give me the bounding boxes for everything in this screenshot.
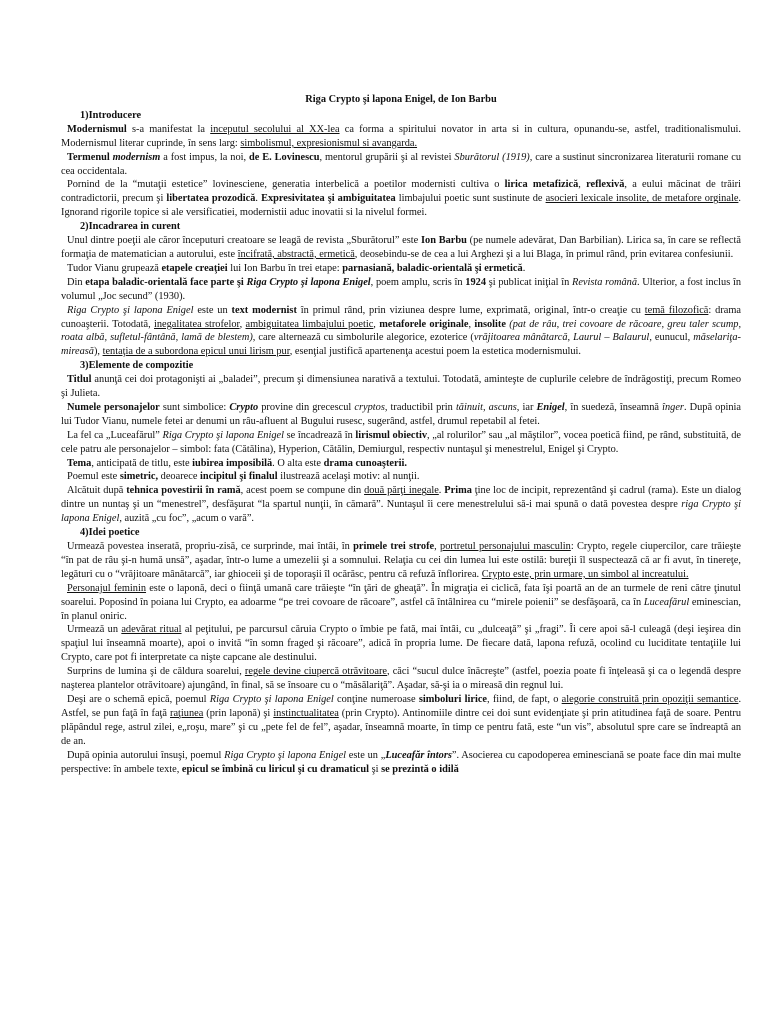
text-run: După opinia autorului însuşi, poemul	[67, 749, 225, 761]
text-run: , care alternează cu simbolurile alegorice, ezoterice (	[252, 332, 474, 344]
emphasized-text: lirica metafizică	[504, 179, 579, 191]
emphasized-text: Revista română	[572, 276, 637, 288]
text-run: se încadrează în	[283, 429, 356, 441]
document-body	[61, 109, 741, 777]
text-run: , deosebindu-se de cea a lui Arghezi şi a lui Blaga, în primul rând, prin evitarea confesiunii.	[354, 248, 734, 260]
text-run: Urmează un	[67, 624, 122, 636]
emphasized-text: tehnica povestirii în ramă	[126, 485, 241, 497]
text-run: ,	[434, 541, 441, 552]
paragraph	[61, 623, 741, 665]
text-run: .	[522, 262, 526, 274]
emphasized-text: Riga Crypto şi lapona Enigel	[162, 429, 284, 441]
paragraph	[61, 123, 741, 151]
paragraph	[61, 749, 741, 777]
text-run: : Crypto, regele ciupercilor, care trăieşte “în pat de râu şi-n humă unsă”, aşadar, într-o lume a umezelii şi a somnului. Relaţia cu cei din lumea lui este ostilă: bureţii îl suspectează că ar fi avut, în tinereţe, legături cu o “vrăjitoare mânătarcă”, iar ghioceii şi de toporaşii îl ocărăsc, pentru că refuză înflorirea.	[61, 541, 741, 580]
paragraph	[61, 373, 741, 401]
text-run: ),	[93, 346, 103, 358]
emphasized-text: Titlul	[67, 374, 92, 386]
emphasized-text: Expresivitatea şi ambiguitatea	[261, 193, 396, 205]
emphasized-text: Riga Crypto şi lapona Enigel	[209, 693, 334, 705]
text-run: , iar	[516, 401, 537, 413]
text-run: conţine numeroase	[333, 693, 419, 705]
underlined-text: simbolismul, expresionismul si avangarda.	[240, 137, 418, 149]
emphasized-text: incipitul şi finalul	[200, 471, 278, 483]
emphasized-text: Riga Crypto şi lapona Enigel	[246, 276, 371, 288]
text-run: şi	[368, 763, 382, 775]
emphasized-text: de E. Lovinescu	[249, 151, 320, 163]
text-run: , esenţial justifică apartenenţa acestui poem la estetica modernismului.	[289, 346, 581, 358]
text-run: , anticipată de titlu, este	[91, 457, 193, 469]
underlined-text: două părţi inegale	[364, 485, 439, 497]
emphasized-text: Laurul – Balaurul	[573, 332, 650, 344]
text-run: Urmează povestea inserată, propriu-zisă, ce surprinde, mai întâi, în	[67, 541, 354, 552]
emphasized-text: Tema	[67, 457, 92, 469]
text-run: ,	[239, 318, 246, 330]
emphasized-text: Prima	[444, 485, 472, 497]
text-run: traductibil prin	[387, 401, 456, 413]
text-run: limbajului poetic sunt sustinute de	[395, 193, 546, 205]
emphasized-text: etapele creaţiei	[161, 262, 228, 274]
emphasized-text: Sburătorul (1919),	[454, 151, 533, 163]
text-run: , mentorul grupării şi al revistei	[319, 151, 455, 163]
underlined-text: asocieri lexicale insolite, de metafore orginale	[545, 193, 739, 205]
paragraph	[61, 234, 741, 262]
text-run: ilustrează acelaşi motiv: al nunţii.	[277, 471, 420, 483]
emphasized-text: etapa baladic-orientală face parte şi	[85, 276, 247, 288]
emphasized-text: text modernist	[231, 304, 297, 316]
paragraph	[61, 540, 741, 582]
text-run: .	[255, 193, 262, 205]
text-run: , eunucul,	[649, 332, 694, 344]
text-run: (prin Crypto). Antinomiile dintre cei doi sunt evidenţiate şi prin atitudinea faţă de soare. Pentru plăpândul rege, astrul zilei, e„roşu, mare” şi cu „pete fel de fel”, aşadar, înseamnă moarte, în timp ce pentru fată, este “un vis”, absolutul spre care se îndreaptă an de an.	[61, 707, 742, 747]
text-run: s-a manifestat la	[126, 123, 211, 135]
text-run: ,	[578, 179, 587, 191]
paragraph	[61, 484, 741, 526]
emphasized-text: Modernismul	[67, 123, 127, 135]
text-run: : drama cunoaşterii. Totodată,	[61, 304, 741, 330]
paragraph	[61, 401, 741, 429]
emphasized-text: metaforele originale	[379, 318, 469, 330]
emphasized-text: epicul se îmbină cu liricul şi cu dramaticul	[181, 763, 369, 775]
paragraph	[61, 429, 741, 457]
emphasized-text: drama cunoaşterii.	[323, 457, 407, 469]
underlined-text: raţiunea	[170, 707, 204, 719]
text-run: ca forma a spiritului novator in arta si in cultura, opunandu-se, astfel, traditionalismului. Modernismul literar cuprinde, în sens larg:	[61, 123, 742, 149]
text-run: ”. Asocierea cu capodoperea eminesciană se poate face din mai multe perspective: în ambele texte,	[61, 749, 741, 775]
text-run: , auzită „cu foc”, „acum o vară”.	[119, 513, 254, 525]
text-run: . Ignorand rigorile topice si ale versificatiei, modernistii aduc inovatii si la nivelul formei.	[61, 193, 742, 219]
text-run: în primul rând, prin viziunea despre lume, exprimată, original, într-o creaţie cu	[296, 304, 645, 316]
text-run: . O alta este	[272, 457, 324, 469]
emphasized-text: parnasiană, baladic-orientală şi ermetică	[342, 262, 523, 274]
emphasized-text: tăinuit, ascuns	[455, 401, 517, 413]
text-run: al peţitului, pe parcursul căruia Crypto o îmbie pe fată, mai întâi, cu „dulceaţă” şi „fragi”. Îi cere apoi să-l culeagă (deşi ieşirea din spaţiul lui înseamnă moarte), apoi o invită “în somn fraged şi răcoare”, adică în propria lume. De fiecare dată, lapona refuză, ocolind cu luciditate tentaţiile lui Crypto, care pot fi interpretate ca nişte capcane ale destinului.	[61, 624, 741, 664]
text-run: şi publicat iniţial în	[485, 276, 573, 288]
text-run: , „al rolurilor” sau „al măştilor”, vocea poetică fiind, pe rând, substituită, de cele patru ale personajelor – simbol: fata (Cătălina), Hyperion, Cătălin, Demiurgul, respectiv nuntaşul şi menestrelul, Enigel şi Crypto.	[61, 429, 741, 455]
text-run: lui Ion Barbu în trei etape:	[227, 262, 343, 274]
text-run: ,	[567, 332, 574, 344]
paragraph	[61, 457, 741, 471]
underlined-text: ambiguitatea limbajului poetic	[245, 318, 374, 330]
text-run: Alcătuit după	[67, 485, 127, 497]
text-run: ,	[468, 318, 475, 330]
paragraph	[61, 304, 741, 360]
section-heading: 2)Incadrarea in curent	[80, 221, 181, 233]
underlined-text: inceputul secolului al XX-lea	[210, 123, 340, 135]
emphasized-text: cryptos,	[354, 401, 388, 413]
text-run: (pe numele adevărat, Dan Barbilian). Lirica sa, în care se reflectă formaţia de matematician a autorului, este	[61, 235, 741, 260]
text-run: este o laponă, deci o fiinţă umană care trăieşte “în ţări de gheaţă”. În migraţia ei ciclică, fata îşi poartă an de an turmele de reni către ţinutul soarelui. Poposind în poiana lui Crypto, ea adoarme “pe trei covoare de răcoare”, astfel că întâlnirea cu “mirele poienii” se desfăşoară, ca în	[61, 582, 741, 608]
paragraph	[61, 665, 741, 693]
text-run: Poemul este	[67, 471, 120, 483]
emphasized-text: Luceafăr întors	[385, 749, 452, 761]
text-run: La fel ca „Luceafărul”	[67, 429, 163, 441]
text-run: a fost impus, la noi,	[160, 151, 250, 163]
text-run: ,	[373, 318, 380, 330]
emphasized-text: 1924	[465, 276, 486, 288]
paragraph	[61, 582, 741, 624]
text-run: . Astfel, se pun faţă în faţă	[61, 693, 742, 719]
underlined-text: Crypto este, prin urmare, un simbol al increatului.	[481, 568, 689, 580]
text-run: Unul dintre poeţii ale căror începuturi creatoare se leagă de revista „Sburătorul” este	[67, 235, 421, 247]
underlined-text: portretul personajului masculin	[440, 541, 571, 552]
emphasized-text: Numele personajelor	[67, 401, 160, 413]
emphasized-text: modernism	[112, 151, 161, 163]
underlined-text: tentaţia de a subordona epicul unui lirism pur	[102, 346, 290, 358]
text-run: . După opinia lui Tudor Vianu, numele fetei ar denumi un râu-afluent al Bugului rusesc, sugerând, astfel, drumul repetabil al fetei.	[61, 401, 742, 427]
text-run: , căci “sucul dulce înăcreşte” (astfel, poezia poate fi înţeleasă şi ca o legendă despre naşterea plantelor otrăvitoare) ajungând, în final, să se însoare cu o “măsălariţă”. Aşadar, să-şi ia o mireasă din regnul lui.	[61, 666, 742, 692]
emphasized-text: Enigel	[536, 401, 565, 413]
text-run: ţine loc de incipit, reprezentând şi cadrul (rama). Este un dialog dintre un nuntaş şi un “menestrel”, desfăşurat “la spartul nunţii, în cămară”. Nuntaşul îi cere menestrelului să-i mai spună o dată povestea despre	[61, 485, 742, 511]
text-run: provine din grecescul	[258, 401, 355, 413]
emphasized-text: lirismul obiectiv	[355, 429, 427, 441]
underlined-text: alegorie construită prin opoziţii semantice	[561, 693, 739, 705]
emphasized-text: simboluri lirice	[418, 693, 488, 705]
text-run: (prin laponă) şi	[203, 707, 274, 719]
text-run: deoarece	[158, 471, 200, 483]
emphasized-text: iubirea imposibilă	[192, 457, 273, 469]
emphasized-text: (pat de râu, trei covoare de răcoare, greu taler scump, roata albă, sufletul-fântână, lamă de blestem)	[61, 318, 742, 344]
text-run: Tudor Vianu grupează	[67, 262, 162, 274]
emphasized-text: libertatea prozodică	[166, 193, 256, 205]
emphasized-text: Crypto	[229, 401, 259, 413]
emphasized-text: Riga Crypto şi lapona Enigel	[224, 749, 347, 761]
emphasized-text: vrăjitoarea mânătarcă	[473, 332, 568, 344]
text-run: , poem amplu, scris în	[370, 276, 466, 288]
emphasized-text: Ion Barbu	[421, 235, 467, 247]
paragraph	[61, 276, 741, 304]
emphasized-text: insolite	[474, 318, 506, 330]
emphasized-text: măselariţa-mireasă	[61, 332, 741, 358]
text-run: este un	[193, 304, 232, 316]
section-heading: 4)Idei poetice	[80, 527, 140, 539]
paragraph	[61, 693, 741, 749]
text-run: este un „	[346, 749, 386, 761]
section-heading: 3)Elemente de compozitie	[80, 360, 194, 372]
section-heading: 1)Introducere	[80, 109, 142, 121]
emphasized-text: Luceafărul	[643, 596, 690, 608]
paragraph	[61, 470, 741, 484]
emphasized-text: se prezintă o idilă	[381, 763, 459, 775]
text-run: .	[438, 485, 445, 497]
underlined-text: Personajul feminin	[67, 582, 147, 594]
text-run: , acest poem se compune din	[240, 485, 365, 497]
emphasized-text: înger	[662, 401, 684, 413]
document-page	[61, 0, 741, 776]
text-run: , fiind, de fapt, o	[487, 693, 562, 705]
paragraph	[61, 178, 741, 220]
document-title: Riga Crypto şi lapona Enigel, de Ion Barbu	[305, 94, 497, 105]
paragraph	[61, 262, 741, 276]
emphasized-text: riga Crypto şi lapona Enigel	[61, 499, 741, 525]
emphasized-text: reflexivă	[586, 179, 625, 191]
text-run: , a eului măcinat de trăiri contradictorii, precum şi	[61, 179, 741, 205]
text-run: Pornind de la “mutaţii estetice” lovinesciene, generatia interbelică a poetilor modernisti cultiva o	[67, 179, 505, 191]
text-run: , în suedeză, înseamnă	[564, 401, 663, 413]
underlined-text: instinctualitatea	[273, 707, 339, 719]
text-run: eminescian, în planul oniric.	[61, 596, 741, 622]
underlined-text: inegalitatea strofelor	[154, 318, 240, 330]
text-run: Deşi are o schemă epică, poemul	[67, 693, 210, 705]
text-run: Surprins de lumina şi de căldura soarelui,	[67, 666, 245, 678]
underlined-text: regele devine ciupercă otrăvitoare	[244, 666, 387, 678]
text-run: anunţă cei doi protagonişti ai „baladei”, precum şi dimensiunea narativă a textului. Totodată, aminteşte de cuplurile celebre de îndrăgostiţi, precum Romeo şi Julieta.	[61, 374, 741, 400]
emphasized-text: Riga Crypto şi lapona Enigel	[67, 304, 194, 316]
text-run: Din	[67, 276, 86, 288]
underlined-text: adevărat ritual	[121, 624, 182, 636]
emphasized-text: simetric,	[119, 471, 159, 483]
paragraph	[61, 151, 741, 179]
emphasized-text: primele trei strofe	[353, 541, 435, 552]
emphasized-text: Termenul	[67, 151, 113, 163]
underlined-text: temă filozofică	[644, 304, 709, 316]
text-run: care a sustinut sincronizarea literaturii romane cu cea occidentala.	[61, 151, 742, 177]
text-run: . Ulterior, a fost inclus în volumul „Joc secund” (1930).	[61, 276, 741, 302]
underlined-text: încifrată, abstractă, ermetică	[237, 248, 355, 260]
text-run: sunt simbolice:	[159, 401, 230, 413]
